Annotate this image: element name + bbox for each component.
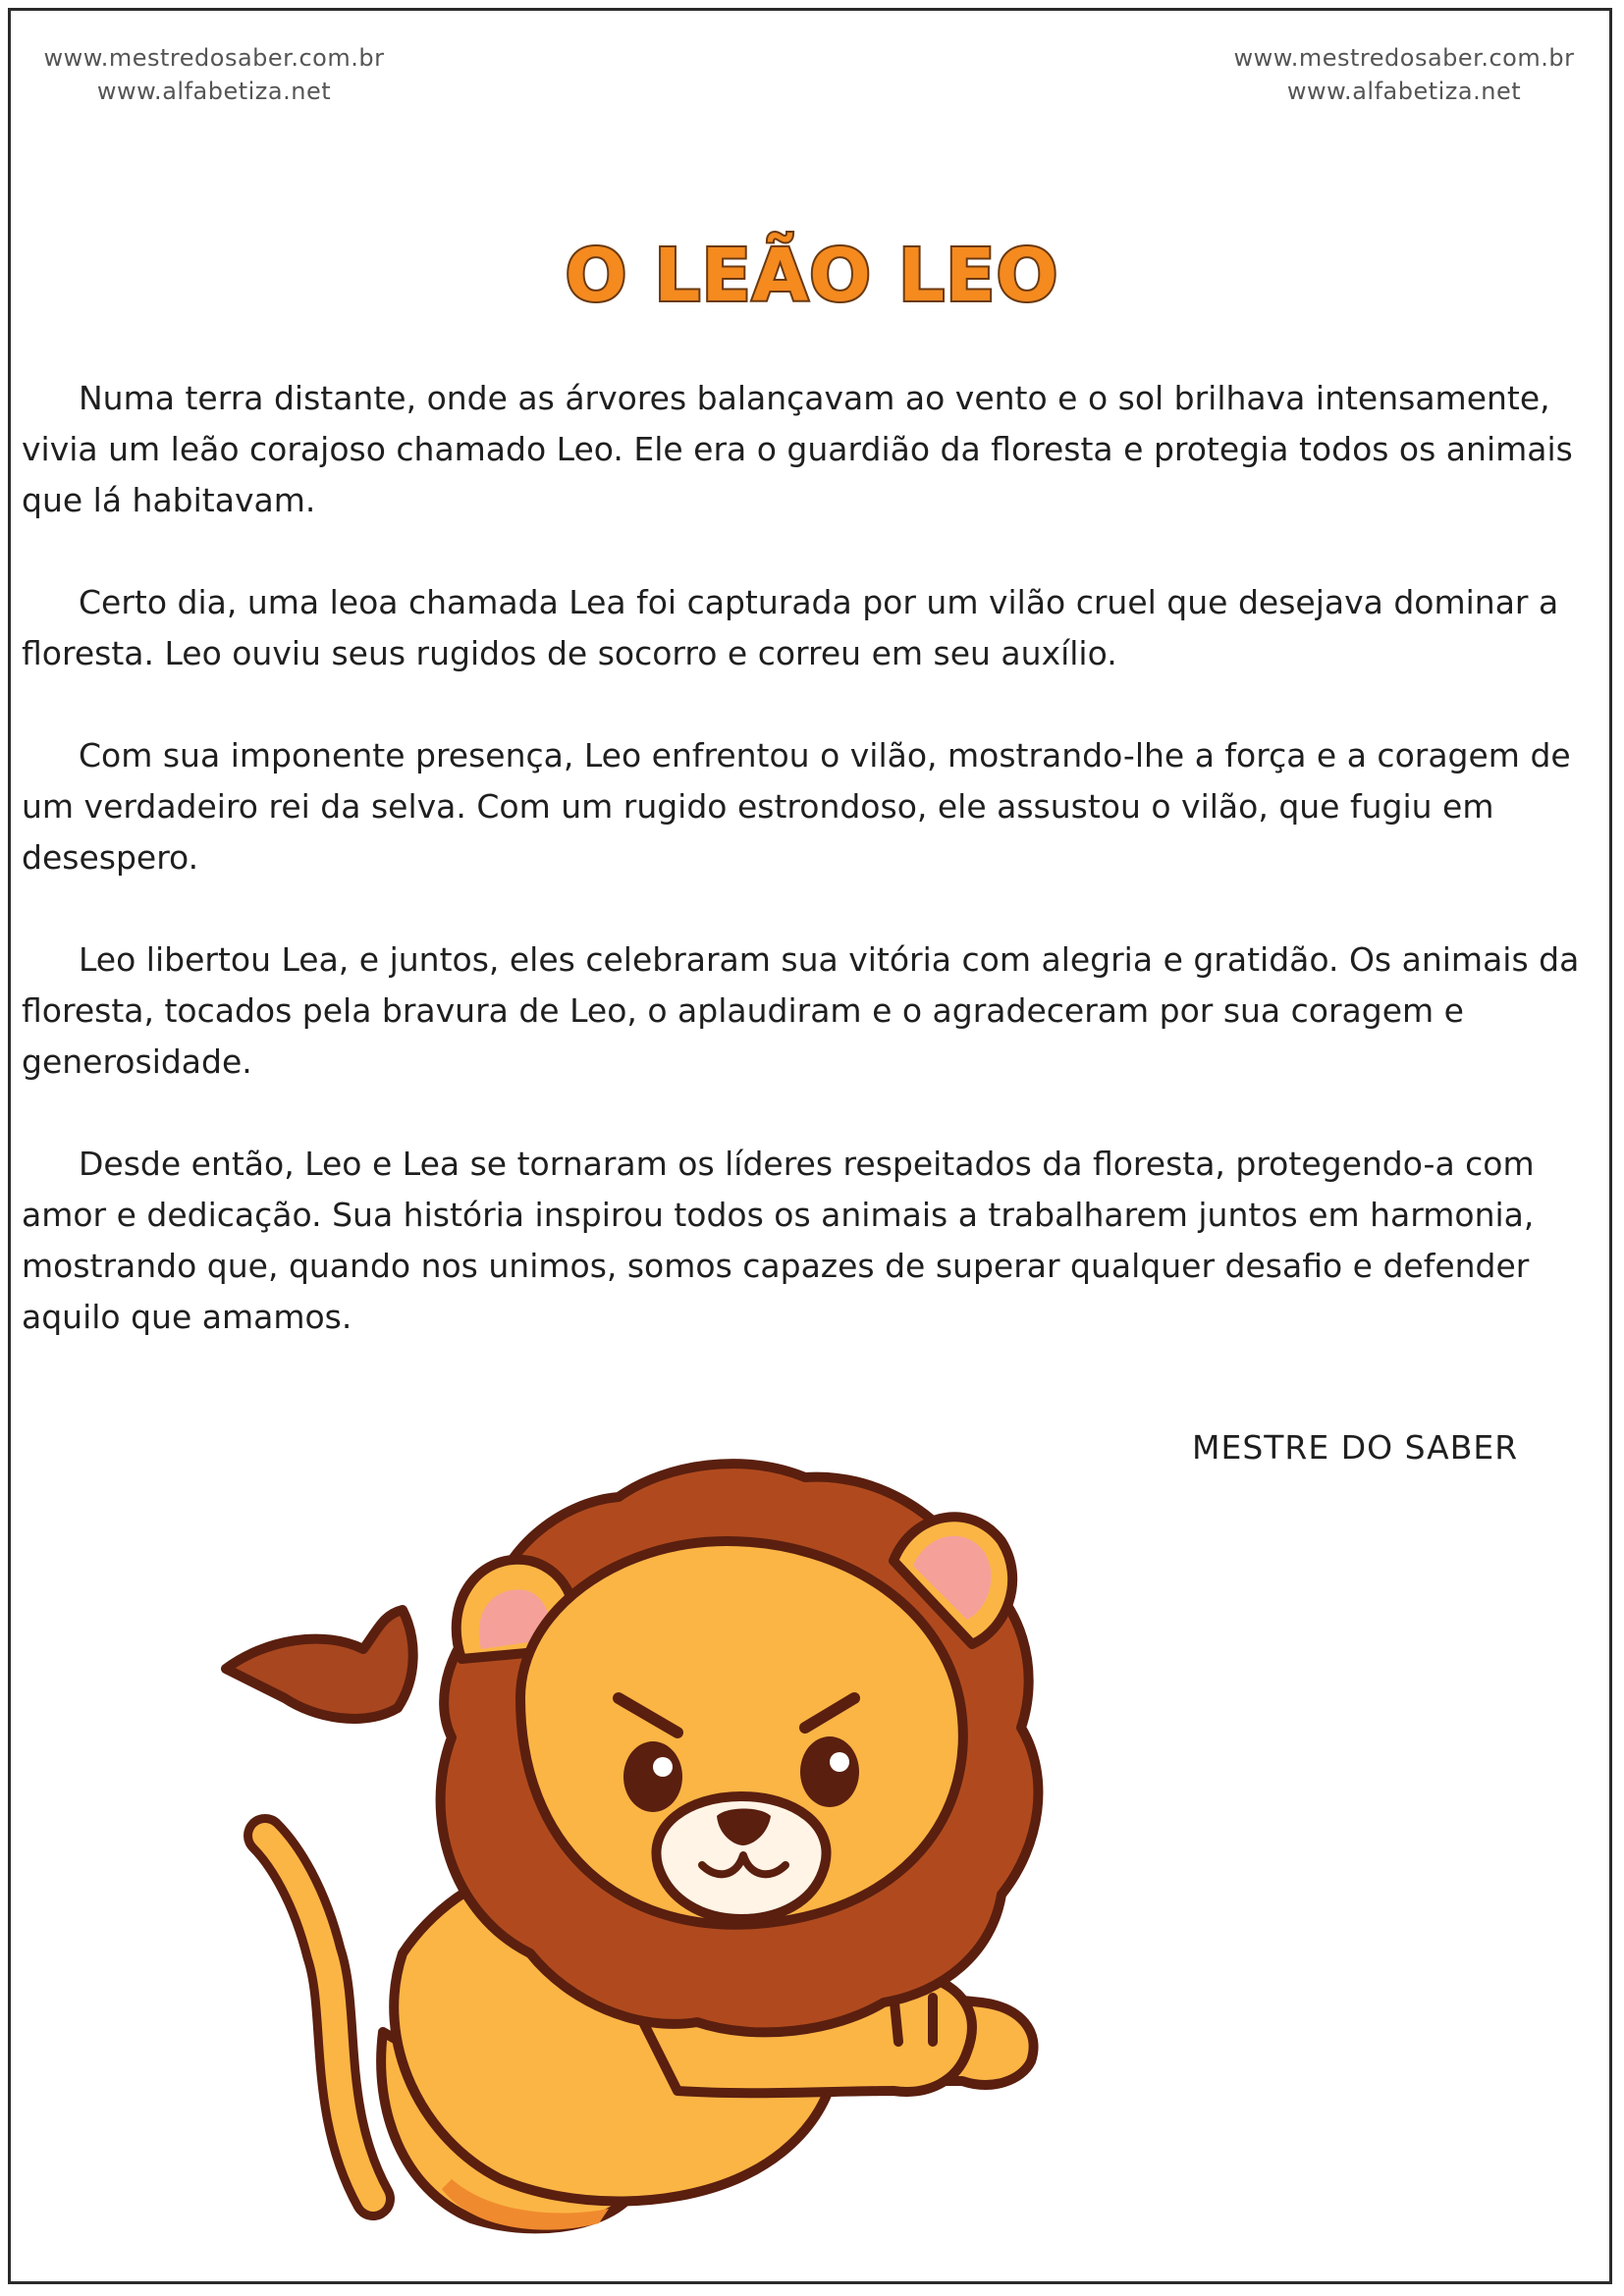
- paragraph-1: Numa terra distante, onde as árvores balançavam ao vento e o sol brilhava intensamente, vivia um leão corajoso chamado Leo. Ele era o guardião da floresta e protegia todos os animais que lá habitavam.: [22, 379, 1573, 519]
- lion-tail-tuft: [226, 1610, 413, 1719]
- paragraph-5: Desde então, Leo e Lea se tornaram os líderes respeitados da floresta, protegendo-a com amor e dedicação. Sua história inspirou todos os animais a trabalharem juntos em harmonia, mostrando que, quando nos unimos, somos capazes de superar qualquer desafio e defender aquilo que amamos.: [22, 1145, 1535, 1336]
- header-websites-left: [27, 41, 401, 108]
- header-websites-right: [1218, 41, 1591, 108]
- paragraph-4: Leo libertou Lea, e juntos, eles celebraram sua vitória com alegria e gratidão. Os animais da floresta, tocados pela bravura de Leo, o aplaudiram e o agradeceram por sua coragem e generosidade.: [22, 940, 1580, 1081]
- story-text: [22, 373, 1593, 1394]
- lion-eye-left: [623, 1741, 682, 1812]
- lion-eye-right: [800, 1736, 859, 1807]
- lion-illustration: [206, 1404, 1149, 2248]
- paragraph-2: Certo dia, uma leoa chamada Lea foi capturada por um vilão cruel que desejava dominar a floresta. Leo ouviu seus rugidos de socorro e correu em seu auxílio.: [22, 583, 1559, 672]
- header-left-url-1: www.mestredosaber.com.br: [43, 44, 385, 72]
- header-left-url-2: www.alfabetiza.net: [96, 78, 332, 105]
- header-right-url-2: www.alfabetiza.net: [1286, 78, 1522, 105]
- page-title: O LEÃO LEO: [565, 234, 1059, 318]
- paragraph-3: Com sua imponente presença, Leo enfrentou o vilão, mostrando-lhe a força e a coragem de um verdadeiro rei da selva. Com um rugido estrondoso, ele assustou o vilão, que fugiu em desespero.: [22, 736, 1571, 877]
- header-right-url-1: www.mestredosaber.com.br: [1233, 44, 1575, 72]
- author-signature: MESTRE DO SABER: [1192, 1428, 1519, 1467]
